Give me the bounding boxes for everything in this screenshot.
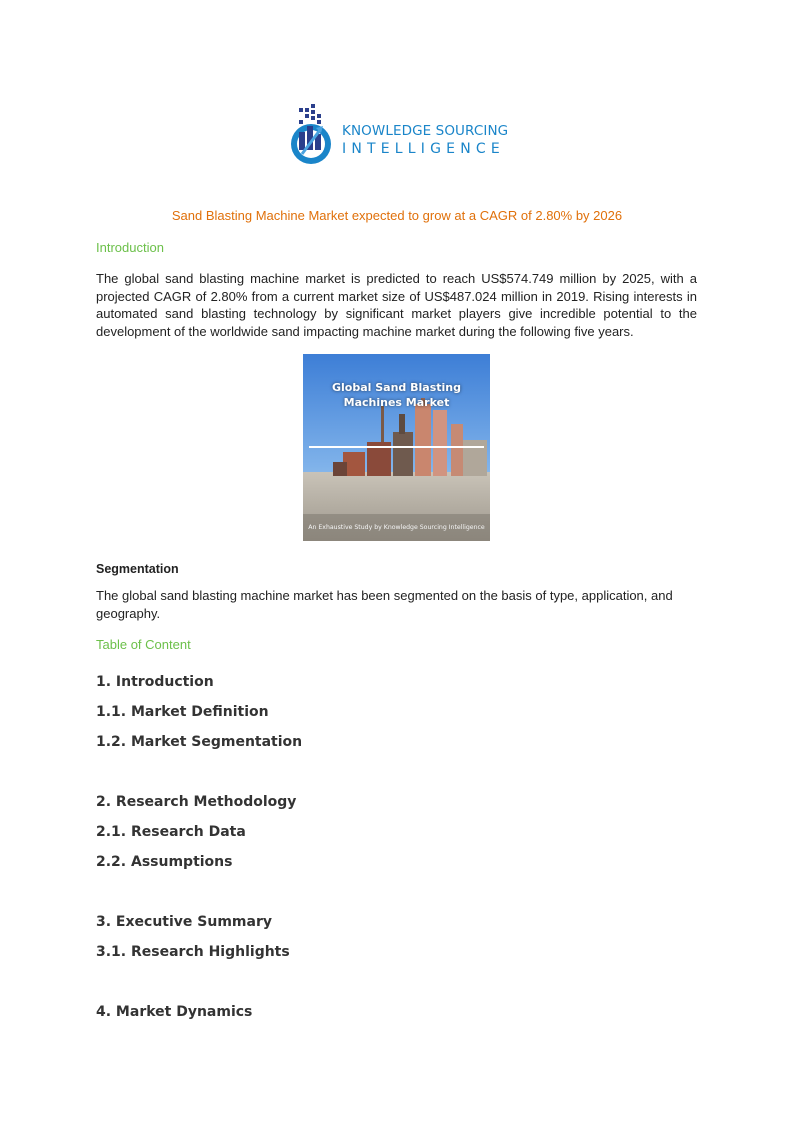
toc-item: 1.1. Market Definition [96, 704, 269, 720]
introduction-paragraph: The global sand blasting machine market is predicted to reach US$574.749 million by 2025, with a projected CAGR of 2.80% from a current market size of US$487.024 million in 2019. Rising interests in automated sand blasting technology by significant market players give incredible potential to the development of the worldwide sand impacting machine market during the following five years. [96, 271, 697, 339]
logo-icon [290, 104, 332, 166]
toc-item: 2.1. Research Data [96, 824, 246, 840]
toc-item: 1.2. Market Segmentation [96, 734, 303, 750]
figure-caption: An Exhaustive Study by Knowledge Sourcing Intelligence [308, 524, 485, 531]
logo-text-line1: KNOWLEDGE SOURCING [342, 123, 509, 139]
company-logo [290, 104, 510, 166]
toc-item: 1. Introduction [96, 674, 214, 690]
toc-item: 3.1. Research Highlights [96, 944, 290, 960]
toc-item: 4. Market Dynamics [96, 1004, 253, 1020]
page-title: Sand Blasting Machine Market expected to grow at a CAGR of 2.80% by 2026 [171, 208, 623, 223]
segmentation-heading: Segmentation [96, 562, 179, 576]
toc-item: 2. Research Methodology [96, 794, 297, 810]
market-figure-image [303, 354, 490, 541]
segmentation-paragraph: The global sand blasting machine market has been segmented on the basis of type, application, and geography. [96, 588, 673, 621]
logo-text-line2: INTELLIGENCE [342, 141, 505, 157]
toc-item: 2.2. Assumptions [96, 854, 233, 870]
introduction-heading: Introduction [96, 240, 164, 255]
toc-item: 3. Executive Summary [96, 914, 272, 930]
toc-heading: Table of Content [96, 637, 191, 652]
figure-title: Global Sand Blasting Machines Market [332, 381, 461, 409]
